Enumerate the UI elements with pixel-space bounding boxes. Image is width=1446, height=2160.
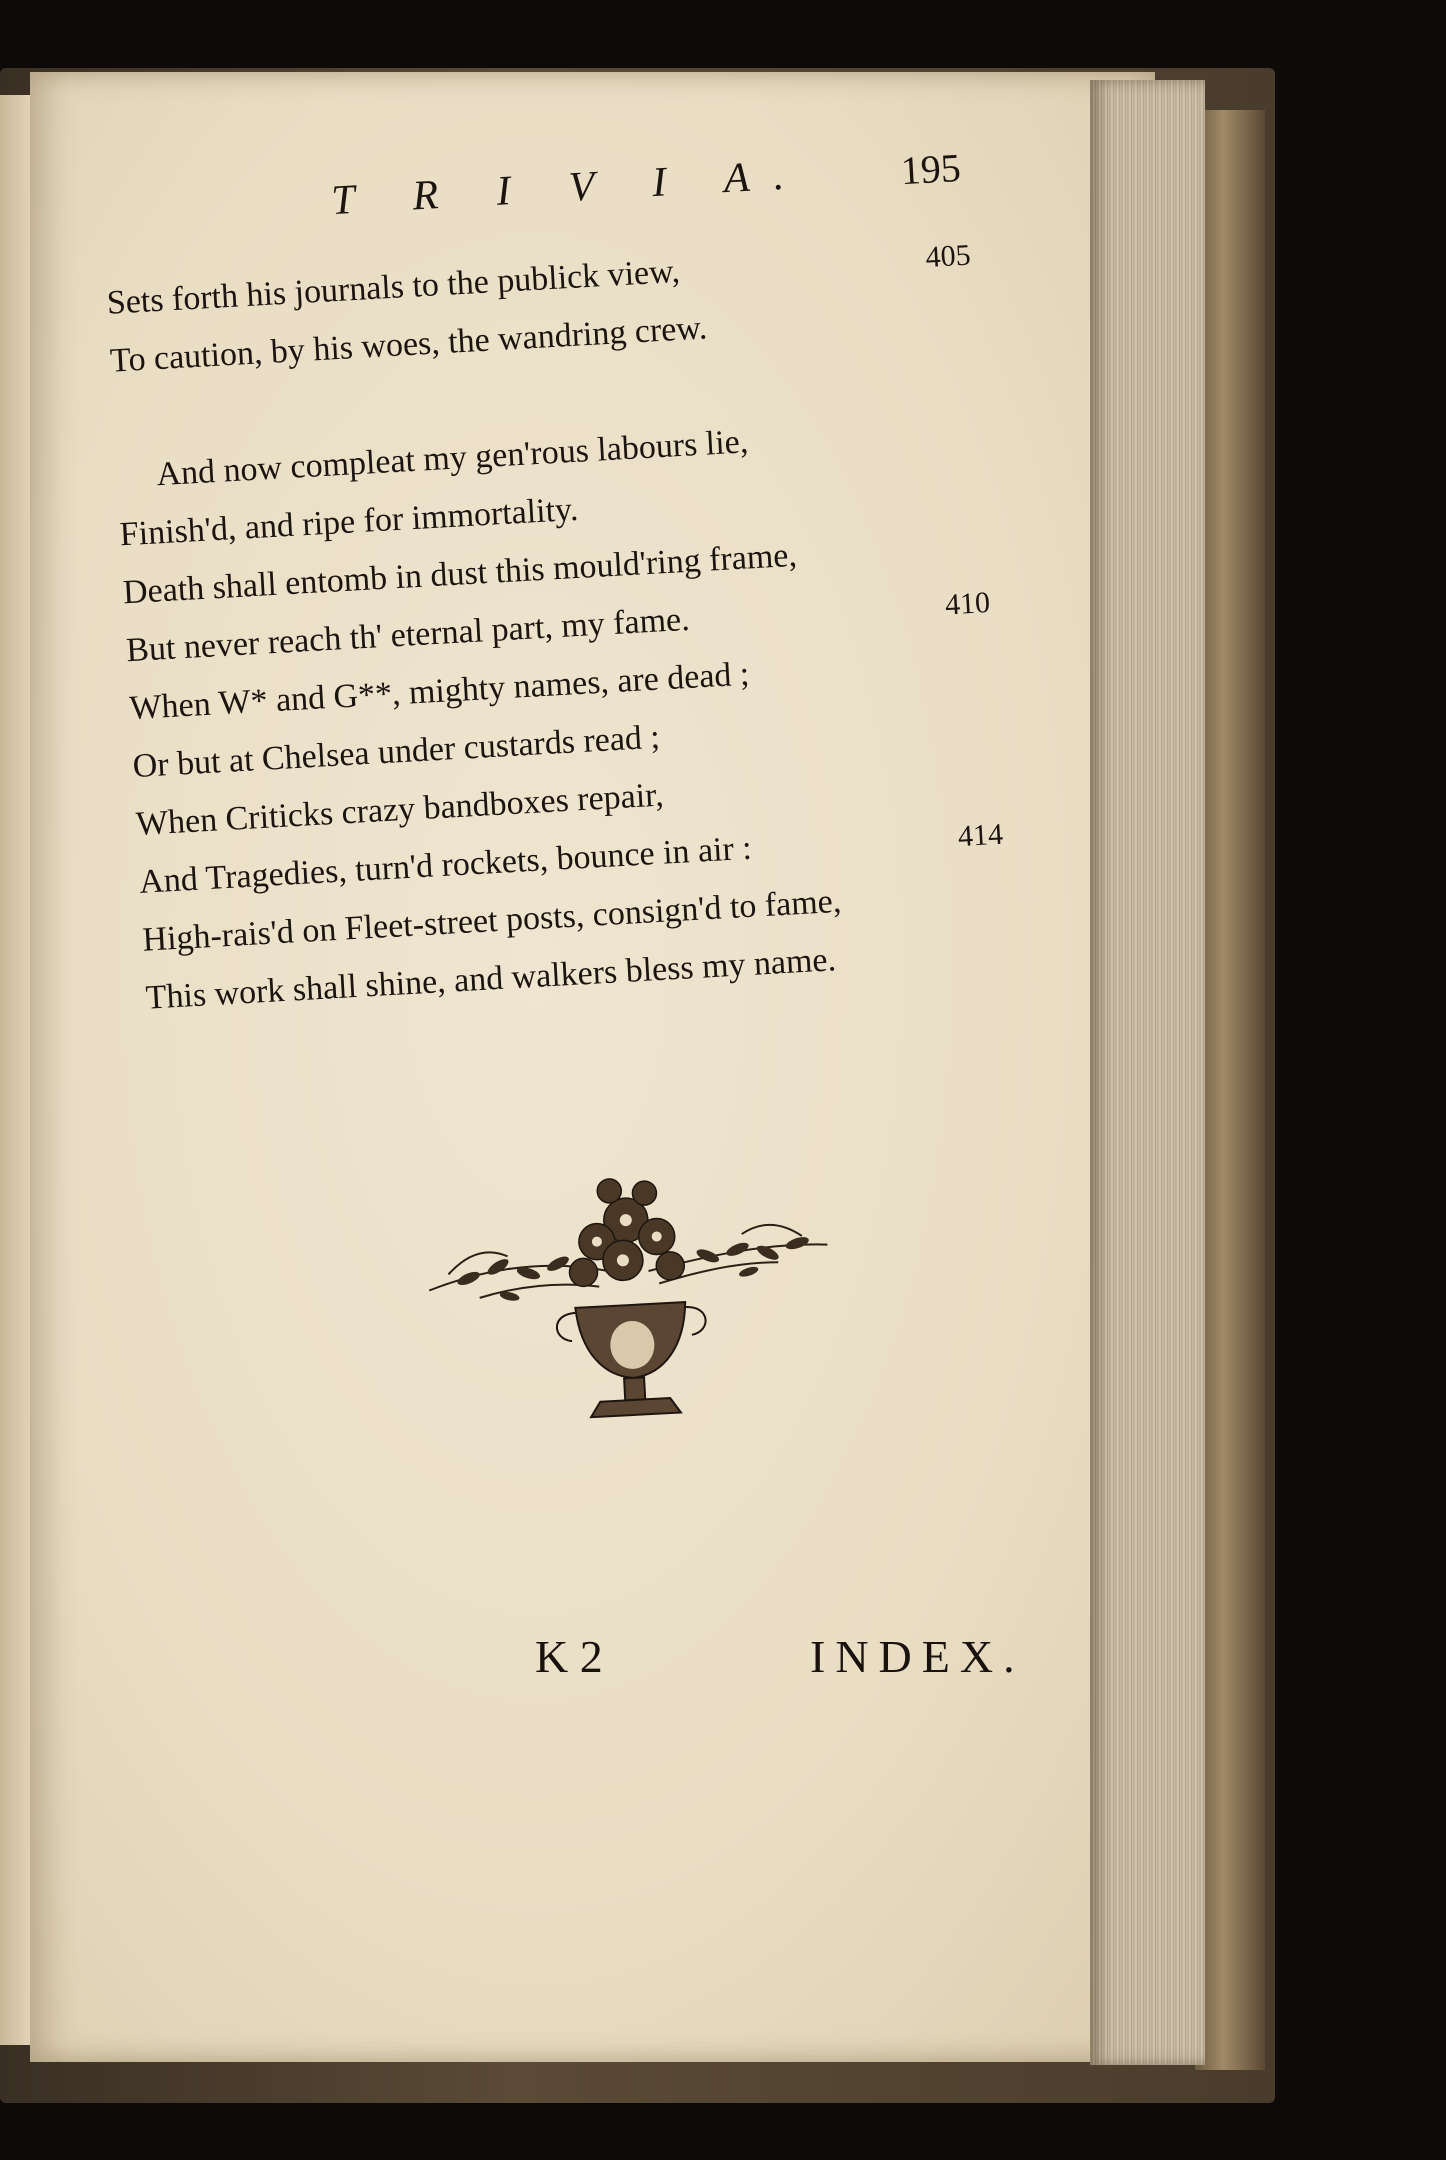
page-footer	[0, 1630, 1100, 1700]
signature-mark: K 2	[535, 1631, 603, 1682]
catchword: INDEX.	[810, 1631, 1025, 1682]
verse-text: When W* and G**, mighty names, are dead ;	[128, 655, 751, 728]
verse-text: Finish'd, and ripe for immortality.	[118, 490, 580, 554]
verse-lines	[105, 221, 1106, 1027]
running-title: T R I V I A.	[330, 151, 810, 225]
verse-text: Sets forth his journals to the publick view,	[105, 252, 681, 322]
page-fore-edge	[1090, 80, 1205, 2065]
verse-text: High-rais'd on Fleet-street posts, consign'd to fame,	[141, 882, 843, 959]
verse-text: This work shall shine, and walkers bless my name.	[144, 941, 837, 1017]
verse-text: Death shall entomb in dust this mould'ring frame,	[122, 536, 798, 612]
verse-text: When Criticks crazy bandboxes repair,	[135, 776, 665, 843]
line-number: 410	[944, 586, 991, 622]
flower-vase-icon	[403, 1149, 857, 1452]
verse-text: And Tragedies, turn'd rockets, bounce in air :	[138, 829, 753, 901]
line-number: 405	[924, 238, 972, 275]
page-number: 195	[899, 144, 962, 194]
verse-text: And now compleat my gen'rous labours lie,	[155, 423, 750, 494]
line-number: 414	[957, 817, 1004, 854]
book-spine-edge	[1195, 110, 1265, 2070]
verse-text: To caution, by his woes, the wandring crew.	[109, 309, 709, 380]
verse-text: Or but at Chelsea under custards read ;	[131, 718, 661, 786]
verse-text: But never reach th' eternal part, my fame.	[125, 600, 691, 670]
